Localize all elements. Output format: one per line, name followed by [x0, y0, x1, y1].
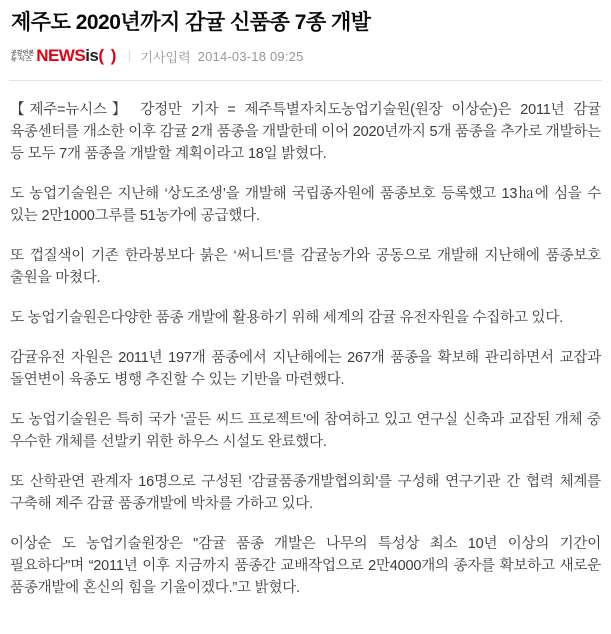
article-paragraph: 도 농업기술원은 지난해 ‘상도조생’을 개발해 국립종자원에 품종보호 등록했고 13㏊에 심을 수 있는 2만1000그루를 51농가에 공급했다.: [10, 186, 601, 224]
article-paragraph: 또 껍질색이 기존 한라봉보다 붉은 ‘써니트’를 감귤농가와 공동으로 개발해 지난해에 품종보호 출원을 마쳤다.: [10, 248, 601, 286]
meta-divider: [129, 50, 130, 62]
article-paragraph: 이상순 도 농업기술원장은 "감귤 품종 개발은 나무의 특성상 최소 10년 이상의 기간이 필요하다"며 “2011년 이후 지금까지 품종간 교배작업으로 2만4000개의 종자를 확보하고 새로운 품종개발에 혼신의 힘을 기울이겠다.”고 밝혔다.: [10, 536, 601, 596]
newsis-logo-tagline: [11, 51, 34, 63]
newsis-logo[interactable]: [11, 46, 117, 66]
newsis-logo-paren: ( ): [98, 46, 118, 65]
article-paragraph: 또 산학관연 관계자 16명으로 구성된 '감귤품종개발협의회'를 구성해 연구기관 간 협력 체계를 구축해 제주 감귤 품종개발에 박차를 가하고 있다.: [10, 474, 601, 512]
article-meta-row: [11, 46, 602, 66]
header-divider: [9, 80, 602, 81]
article-paragraph: 도 농업기술원은다양한 품종 개발에 활용하기 위해 세계의 감귤 유전자원을 수집하고 있다.: [10, 310, 563, 326]
newsis-logo-news: NEWS: [36, 46, 86, 65]
article-body: [9, 99, 602, 599]
article-paragraph: 감귤유전 자원은 2011년 197개 품종에서 지난해에는 267개 품종을 확보해 관리하면서 교잡과 돌연변이 육종도 병행 추진할 수 있는 기반을 마련했다.: [10, 350, 601, 388]
newsis-logo-is: is: [85, 46, 99, 65]
article-paragraph: 【제주=뉴시스】 강정만 기자 = 제주특별자치도농업기술원(원장 이상순)은 2011년 감귤 육종센터를 개소한 이후 감귤 2개 품종을 개발한데 이어 2020년까지 5개 품종을 추가로 개발하는 등 모두 7개 품종을 개발할 계획이라고 18일 밝혔다.: [10, 102, 601, 162]
newsis-tagline-top: 공감언론: [11, 51, 35, 57]
article-paragraph: 도 농업기술원은 특히 국가 '골든 씨드 프로젝트'에 참여하고 있고 연구실 신축과 교잡된 개체 중 우수한 개체를 선발키 위한 하우스 시설도 완료했다.: [10, 412, 601, 450]
published-label: 기사입력: [140, 49, 191, 65]
newsis-tagline-bottom: 뉴 시 스: [11, 57, 32, 63]
published-datetime: 2014-03-18 09:25: [197, 48, 304, 64]
article-title: 제주도 2020년까지 감귤 신품종 7종 개발: [11, 11, 371, 34]
